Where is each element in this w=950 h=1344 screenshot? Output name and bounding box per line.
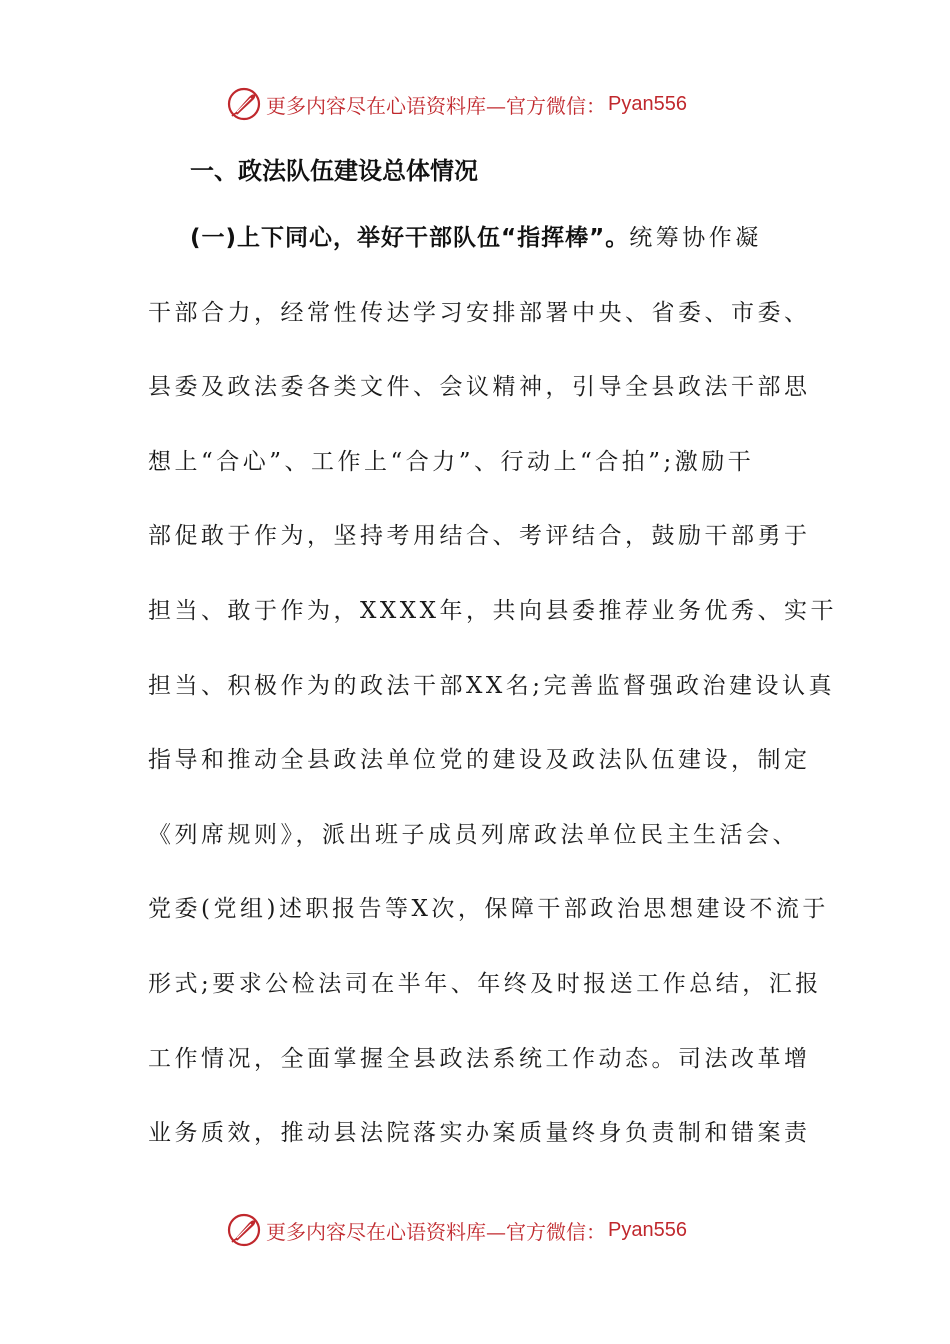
paragraph-line: 担当、积极作为的政法干部XX名;完善监督强政治建设认真: [148, 672, 835, 699]
watermark-footer: [226, 1210, 746, 1250]
paragraph-line: 业务质效，推动县法院落实办案质量终身负责制和错案责: [148, 1120, 811, 1147]
paragraph-line: 部促敢于作为，坚持考用结合、考评结合，鼓励干部勇于: [148, 523, 811, 550]
section-heading: 一、政法队伍建设总体情况: [190, 157, 478, 185]
quill-logo-icon: [226, 86, 262, 122]
paragraph-line: 想上“合心”、工作上“合力”、行动上“合拍”;激励干: [148, 448, 755, 475]
paragraph-line: 担当、敢于作为，XXXX年，共向县委推荐业务优秀、实干: [148, 597, 837, 624]
subheading: (一)上下同心，举好干部队伍“指挥棒”。: [190, 225, 630, 251]
quill-logo-icon: [226, 1212, 262, 1248]
watermark-header: [226, 84, 746, 124]
body-text: [148, 214, 837, 1184]
paragraph-line: 县委及政法委各类文件、会议精神，引导全县政法干部思: [148, 374, 811, 401]
paragraph-line: 《列席规则》，派出班子成员列席政法单位民主生活会、: [148, 821, 799, 848]
paragraph-line: 工作情况，全面掌握全县政法系统工作动态。司法改革增: [148, 1045, 811, 1072]
line-text: 统筹协作凝: [629, 225, 762, 251]
paragraph-line: 党委(党组)述职报告等X次，保障干部政治思想建设不流于: [148, 896, 829, 923]
watermark-wechat-id: Pyan556: [608, 1218, 687, 1241]
paragraph-line: 指导和推动全县政法单位党的建设及政法队伍建设，制定: [148, 747, 811, 774]
watermark-text: 更多内容尽在心语资料库—官方微信：: [266, 93, 606, 118]
watermark-text: 更多内容尽在心语资料库—官方微信：: [266, 1219, 606, 1244]
paragraph-line: 干部合力，经常性传达学习安排部署中央、省委、市委、: [148, 299, 811, 326]
watermark-wechat-id: Pyan556: [608, 92, 687, 115]
paragraph-line: 形式;要求公检法司在半年、年终及时报送工作总结，汇报: [148, 970, 822, 997]
paragraph-line: [148, 214, 808, 289]
